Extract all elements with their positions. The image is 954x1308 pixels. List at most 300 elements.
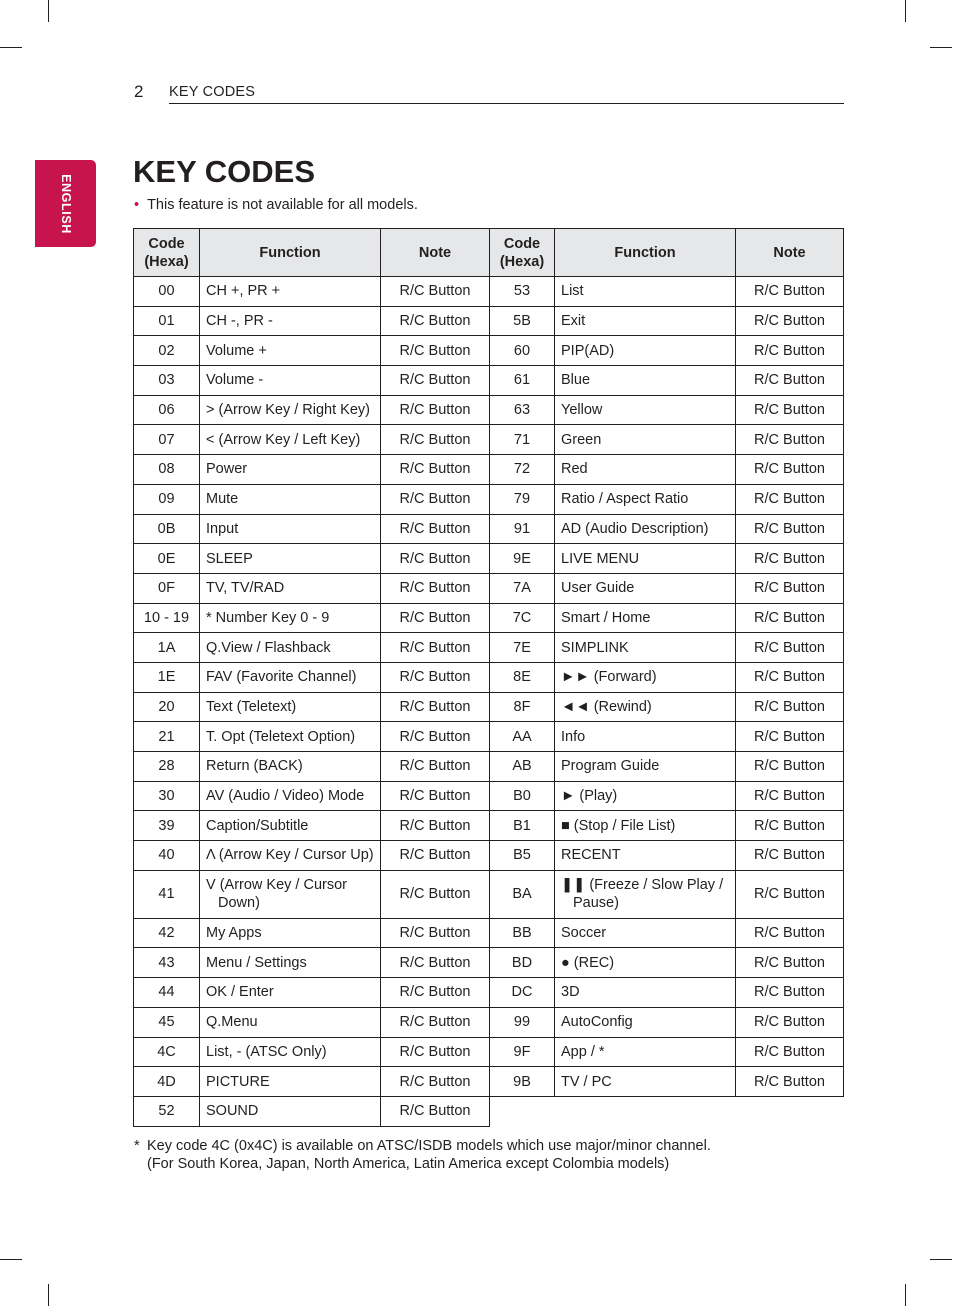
cell-text: R/C Button <box>399 372 471 389</box>
cell-text: R/C Button <box>754 788 825 805</box>
cell-text: Mute <box>206 491 239 508</box>
cell-text: AD (Audio Description) <box>561 520 709 537</box>
cell-text: ● (REC) <box>561 954 615 971</box>
cell-text: Red <box>561 461 588 478</box>
function-cell <box>555 395 736 425</box>
table-row <box>134 484 844 514</box>
cell-text: R/C Button <box>754 817 825 834</box>
code-cell <box>490 948 555 978</box>
note-cell <box>736 573 844 603</box>
cell-text: 9F <box>513 1043 531 1060</box>
cell-text: 06 <box>158 402 175 419</box>
code-cell <box>134 277 200 307</box>
header-code: Code (Hexa) <box>490 229 555 277</box>
note-cell <box>381 948 490 978</box>
function-cell <box>200 692 381 722</box>
note-cell <box>736 306 844 336</box>
availability-note <box>134 197 418 213</box>
function-cell <box>200 1067 381 1097</box>
note-cell <box>736 455 844 485</box>
cell-text: R/C Button <box>399 1103 471 1120</box>
cell-text: R/C Button <box>399 788 471 805</box>
function-cell <box>555 277 736 307</box>
footnote-marker: * <box>134 1138 140 1154</box>
cell-text: 53 <box>513 283 531 300</box>
cell-text: Input <box>206 520 239 537</box>
cell-text: R/C Button <box>399 847 471 864</box>
code-cell <box>134 425 200 455</box>
table-row <box>134 514 844 544</box>
table-row <box>134 662 844 692</box>
cell-text: R/C Button <box>399 886 471 903</box>
cell-text: DC <box>511 984 533 1001</box>
cell-text: Yellow <box>561 402 603 419</box>
code-cell <box>490 633 555 663</box>
cell-text: 0E <box>157 550 176 567</box>
note-cell <box>381 306 490 336</box>
cell-text: 91 <box>513 520 531 537</box>
table-row <box>134 1067 844 1097</box>
cell-text: ■ (Stop / File List) <box>561 817 676 834</box>
cell-text: TV, TV/RAD <box>206 580 285 597</box>
table-row <box>134 573 844 603</box>
note-cell <box>381 811 490 841</box>
cell-text: R/C Button <box>754 402 825 419</box>
cell-text: Q.Menu <box>206 1014 258 1031</box>
table-row <box>134 306 844 336</box>
cell-text: 30 <box>158 788 175 805</box>
note-cell <box>736 1037 844 1067</box>
cell-text: 71 <box>513 431 531 448</box>
function-cell <box>200 841 381 871</box>
cell-text: CH -, PR - <box>206 313 273 330</box>
note-cell <box>381 752 490 782</box>
function-cell <box>555 1067 736 1097</box>
cell-text: Ratio / Aspect Ratio <box>561 491 689 508</box>
function-cell <box>555 633 736 663</box>
table-row <box>134 781 844 811</box>
cell-text: R/C Button <box>399 925 471 942</box>
function-cell <box>555 752 736 782</box>
note-cell <box>381 425 490 455</box>
code-cell <box>490 484 555 514</box>
cell-text: CH +, PR + <box>206 283 281 300</box>
cell-text: Volume - <box>206 372 264 389</box>
cell-text: > (Arrow Key / Right Key) <box>206 402 370 419</box>
cell-text: R/C Button <box>399 283 471 300</box>
note-cell <box>381 455 490 485</box>
cell-text: 00 <box>158 283 175 300</box>
cell-text: R/C Button <box>754 954 825 971</box>
table-row <box>134 425 844 455</box>
crop-mark <box>0 47 22 48</box>
cell-text: R/C Button <box>754 283 825 300</box>
table-header-row <box>134 229 844 277</box>
cell-text: R/C Button <box>399 1043 471 1060</box>
cell-text: R/C Button <box>399 639 471 656</box>
cell-text: AutoConfig <box>561 1014 633 1031</box>
note-cell <box>736 692 844 722</box>
code-cell <box>490 603 555 633</box>
cell-text: 72 <box>513 461 531 478</box>
cell-text: Volume + <box>206 342 267 359</box>
header-rule <box>169 103 844 104</box>
code-cell <box>134 918 200 948</box>
crop-mark <box>930 1259 952 1260</box>
function-cell <box>555 573 736 603</box>
note-cell <box>381 395 490 425</box>
code-cell <box>134 484 200 514</box>
function-cell <box>200 870 381 918</box>
empty-cell <box>736 1096 844 1126</box>
cell-text: 41 <box>158 886 175 903</box>
cell-text: Q.View / Flashback <box>206 639 331 656</box>
note-cell <box>381 514 490 544</box>
cell-text: R/C Button <box>754 372 825 389</box>
function-cell <box>200 722 381 752</box>
cell-text: 01 <box>158 313 175 330</box>
code-cell <box>490 514 555 544</box>
cell-text: 07 <box>158 431 175 448</box>
cell-text: 8E <box>513 669 531 686</box>
cell-text: R/C Button <box>754 1043 825 1060</box>
code-cell <box>134 1067 200 1097</box>
header-code: Code (Hexa) <box>134 229 200 277</box>
code-cell <box>490 306 555 336</box>
page-title: KEY CODES <box>133 154 316 189</box>
cell-text: FAV (Favorite Channel) <box>206 669 357 686</box>
cell-text: 0F <box>158 580 175 597</box>
page-number: 2 <box>134 82 144 101</box>
header-note: Note <box>381 229 490 277</box>
code-cell <box>490 841 555 871</box>
function-cell <box>200 277 381 307</box>
code-cell <box>134 662 200 692</box>
footnote <box>134 1137 711 1173</box>
cell-text: 43 <box>158 954 175 971</box>
cell-text: R/C Button <box>754 342 825 359</box>
note-cell <box>736 722 844 752</box>
table-row <box>134 1007 844 1037</box>
empty-cell <box>490 1096 555 1126</box>
function-cell <box>555 336 736 366</box>
function-cell <box>555 870 736 918</box>
table-row <box>134 948 844 978</box>
table-row <box>134 722 844 752</box>
code-cell <box>134 336 200 366</box>
note-cell <box>381 544 490 574</box>
cell-text: R/C Button <box>754 847 825 864</box>
cell-text: Return (BACK) <box>206 758 303 775</box>
note-cell <box>381 781 490 811</box>
cell-text: 1E <box>157 669 176 686</box>
function-cell <box>555 662 736 692</box>
cell-text: Smart / Home <box>561 609 651 626</box>
cell-text: R/C Button <box>399 461 471 478</box>
function-cell <box>555 544 736 574</box>
note-cell <box>736 811 844 841</box>
code-cell <box>490 366 555 396</box>
table-row <box>134 544 844 574</box>
cell-text: AA <box>512 728 532 745</box>
function-cell <box>200 455 381 485</box>
header-note: Note <box>736 229 844 277</box>
cell-text: TV / PC <box>561 1073 612 1090</box>
note-cell <box>381 918 490 948</box>
note-cell <box>381 1096 490 1126</box>
cell-text: R/C Button <box>399 954 471 971</box>
cell-text: 44 <box>158 984 175 1001</box>
code-cell <box>134 870 200 918</box>
cell-text: 7E <box>513 639 531 656</box>
key-codes-table <box>133 228 844 1127</box>
function-cell <box>200 948 381 978</box>
cell-text: 03 <box>158 372 175 389</box>
cell-text: 10 - 19 <box>143 609 190 626</box>
cell-text: OK / Enter <box>206 984 274 1001</box>
table-row <box>134 366 844 396</box>
function-cell <box>555 1007 736 1037</box>
cell-text: ► (Play) <box>561 788 618 805</box>
cell-text: SIMPLINK <box>561 639 629 656</box>
cell-text: Caption/Subtitle <box>206 817 309 834</box>
cell-text: 09 <box>158 491 175 508</box>
code-cell <box>134 366 200 396</box>
function-cell <box>555 692 736 722</box>
function-cell <box>200 752 381 782</box>
table-row <box>134 692 844 722</box>
function-cell <box>200 811 381 841</box>
cell-text: 7A <box>513 580 531 597</box>
availability-note-text: This feature is not available for all models. <box>147 197 418 213</box>
cell-text: R/C Button <box>399 1073 471 1090</box>
cell-text: R/C Button <box>754 698 825 715</box>
cell-text: Info <box>561 728 586 745</box>
code-cell <box>134 692 200 722</box>
cell-text: 40 <box>158 847 175 864</box>
note-cell <box>381 603 490 633</box>
bullet-icon: • <box>134 197 140 213</box>
function-cell <box>200 573 381 603</box>
cell-text: RECENT <box>561 847 621 864</box>
cell-text: Blue <box>561 372 591 389</box>
note-cell <box>381 692 490 722</box>
note-cell <box>736 514 844 544</box>
function-cell <box>555 1037 736 1067</box>
note-cell <box>736 918 844 948</box>
cell-text: * Number Key 0 - 9 <box>206 609 330 626</box>
function-cell <box>555 484 736 514</box>
table-row <box>134 455 844 485</box>
cell-text: R/C Button <box>399 580 471 597</box>
cell-text: R/C Button <box>754 520 825 537</box>
code-cell <box>134 603 200 633</box>
code-cell <box>134 752 200 782</box>
function-cell <box>200 1007 381 1037</box>
cell-text: ◄◄ (Rewind) <box>561 698 652 715</box>
cell-text: 39 <box>158 817 175 834</box>
note-cell <box>736 277 844 307</box>
code-cell <box>490 1007 555 1037</box>
note-cell <box>381 277 490 307</box>
cell-text: R/C Button <box>754 580 825 597</box>
code-cell <box>134 781 200 811</box>
table-row <box>134 633 844 663</box>
note-cell <box>736 395 844 425</box>
note-cell <box>736 366 844 396</box>
code-cell <box>134 395 200 425</box>
code-cell <box>490 277 555 307</box>
function-cell <box>555 781 736 811</box>
cell-text: R/C Button <box>754 984 825 1001</box>
cell-text: 5B <box>513 313 531 330</box>
cell-text: AV (Audio / Video) Mode <box>206 788 365 805</box>
cell-text: Program Guide <box>561 758 660 775</box>
code-cell <box>490 662 555 692</box>
cell-text: LIVE MENU <box>561 550 640 567</box>
table-row <box>134 841 844 871</box>
function-cell <box>200 1096 381 1126</box>
header-section-title: KEY CODES <box>169 84 256 100</box>
note-cell <box>736 425 844 455</box>
cell-text: Λ (Arrow Key / Cursor Up) <box>206 847 374 864</box>
header-function: Function <box>200 229 381 277</box>
table-row <box>134 277 844 307</box>
function-cell <box>200 603 381 633</box>
cell-text: R/C Button <box>399 984 471 1001</box>
crop-mark <box>48 0 49 22</box>
code-cell <box>134 978 200 1008</box>
function-cell <box>200 544 381 574</box>
cell-text: R/C Button <box>754 886 825 903</box>
function-cell <box>555 811 736 841</box>
note-cell <box>736 978 844 1008</box>
code-cell <box>490 336 555 366</box>
cell-text: R/C Button <box>754 728 825 745</box>
note-cell <box>736 662 844 692</box>
language-tab-label: ENGLISH <box>58 173 73 234</box>
code-cell <box>134 811 200 841</box>
code-cell <box>490 870 555 918</box>
function-cell <box>200 514 381 544</box>
cell-text: ❚❚ (Freeze / Slow Play / <box>561 877 724 894</box>
cell-text: R/C Button <box>754 925 825 942</box>
table-row <box>134 978 844 1008</box>
cell-text: R/C Button <box>399 520 471 537</box>
note-cell <box>736 1007 844 1037</box>
footnote-line-2: (For South Korea, Japan, North America, Latin America except Colombia models) <box>147 1156 670 1172</box>
cell-text: PICTURE <box>206 1073 270 1090</box>
code-cell <box>490 811 555 841</box>
cell-text: 9E <box>513 550 531 567</box>
note-cell <box>381 978 490 1008</box>
cell-text: User Guide <box>561 580 635 597</box>
cell-text: 79 <box>513 491 531 508</box>
function-cell <box>555 918 736 948</box>
cell-text: 28 <box>158 758 175 775</box>
cell-text: 61 <box>513 372 531 389</box>
cell-text: 4C <box>157 1043 176 1060</box>
cell-text: Text (Teletext) <box>206 698 297 715</box>
cell-text: R/C Button <box>754 758 825 775</box>
table-row <box>134 752 844 782</box>
code-cell <box>134 306 200 336</box>
cell-text: 60 <box>513 342 531 359</box>
table-row <box>134 1037 844 1067</box>
cell-text: 99 <box>513 1014 531 1031</box>
function-cell <box>200 306 381 336</box>
code-cell <box>134 1037 200 1067</box>
cell-text: 52 <box>158 1103 175 1120</box>
function-cell <box>555 948 736 978</box>
code-cell <box>490 918 555 948</box>
cell-text: R/C Button <box>754 639 825 656</box>
cell-text: BA <box>512 886 532 903</box>
note-cell <box>736 870 844 918</box>
cell-text: 20 <box>158 698 175 715</box>
note-cell <box>736 781 844 811</box>
table-row <box>134 603 844 633</box>
cell-text: R/C Button <box>399 609 471 626</box>
cell-text: R/C Button <box>399 1014 471 1031</box>
cell-text: R/C Button <box>399 698 471 715</box>
code-cell <box>490 1067 555 1097</box>
cell-text: 8F <box>513 698 531 715</box>
function-cell <box>200 366 381 396</box>
cell-text: B5 <box>513 847 531 864</box>
cell-text: 3D <box>561 984 580 1001</box>
code-cell <box>490 573 555 603</box>
crop-mark <box>930 47 952 48</box>
crop-mark <box>48 1284 49 1306</box>
code-cell <box>490 425 555 455</box>
function-cell <box>555 978 736 1008</box>
note-cell <box>736 336 844 366</box>
cell-text: V (Arrow Key / Cursor <box>206 877 347 894</box>
crop-mark <box>905 0 906 22</box>
note-cell <box>736 948 844 978</box>
function-cell <box>200 1037 381 1067</box>
code-cell <box>134 455 200 485</box>
cell-text: R/C Button <box>399 313 471 330</box>
code-cell <box>490 692 555 722</box>
note-cell <box>736 603 844 633</box>
cell-text: R/C Button <box>754 313 825 330</box>
function-cell <box>555 455 736 485</box>
function-cell <box>200 781 381 811</box>
cell-text: 42 <box>158 925 175 942</box>
code-cell <box>490 978 555 1008</box>
code-cell <box>490 544 555 574</box>
note-cell <box>736 1067 844 1097</box>
cell-text: 08 <box>158 461 175 478</box>
cell-text-continuation: Pause) <box>573 895 619 912</box>
function-cell <box>200 633 381 663</box>
note-cell <box>381 841 490 871</box>
cell-text-continuation: Down) <box>218 895 260 912</box>
cell-text: T. Opt (Teletext Option) <box>206 728 356 745</box>
code-cell <box>490 455 555 485</box>
cell-text: 45 <box>158 1014 175 1031</box>
cell-text: R/C Button <box>399 491 471 508</box>
function-cell <box>555 603 736 633</box>
code-cell <box>134 1096 200 1126</box>
cell-text: R/C Button <box>399 431 471 448</box>
note-cell <box>736 544 844 574</box>
note-cell <box>381 366 490 396</box>
cell-text: ►► (Forward) <box>561 669 657 686</box>
note-cell <box>381 870 490 918</box>
